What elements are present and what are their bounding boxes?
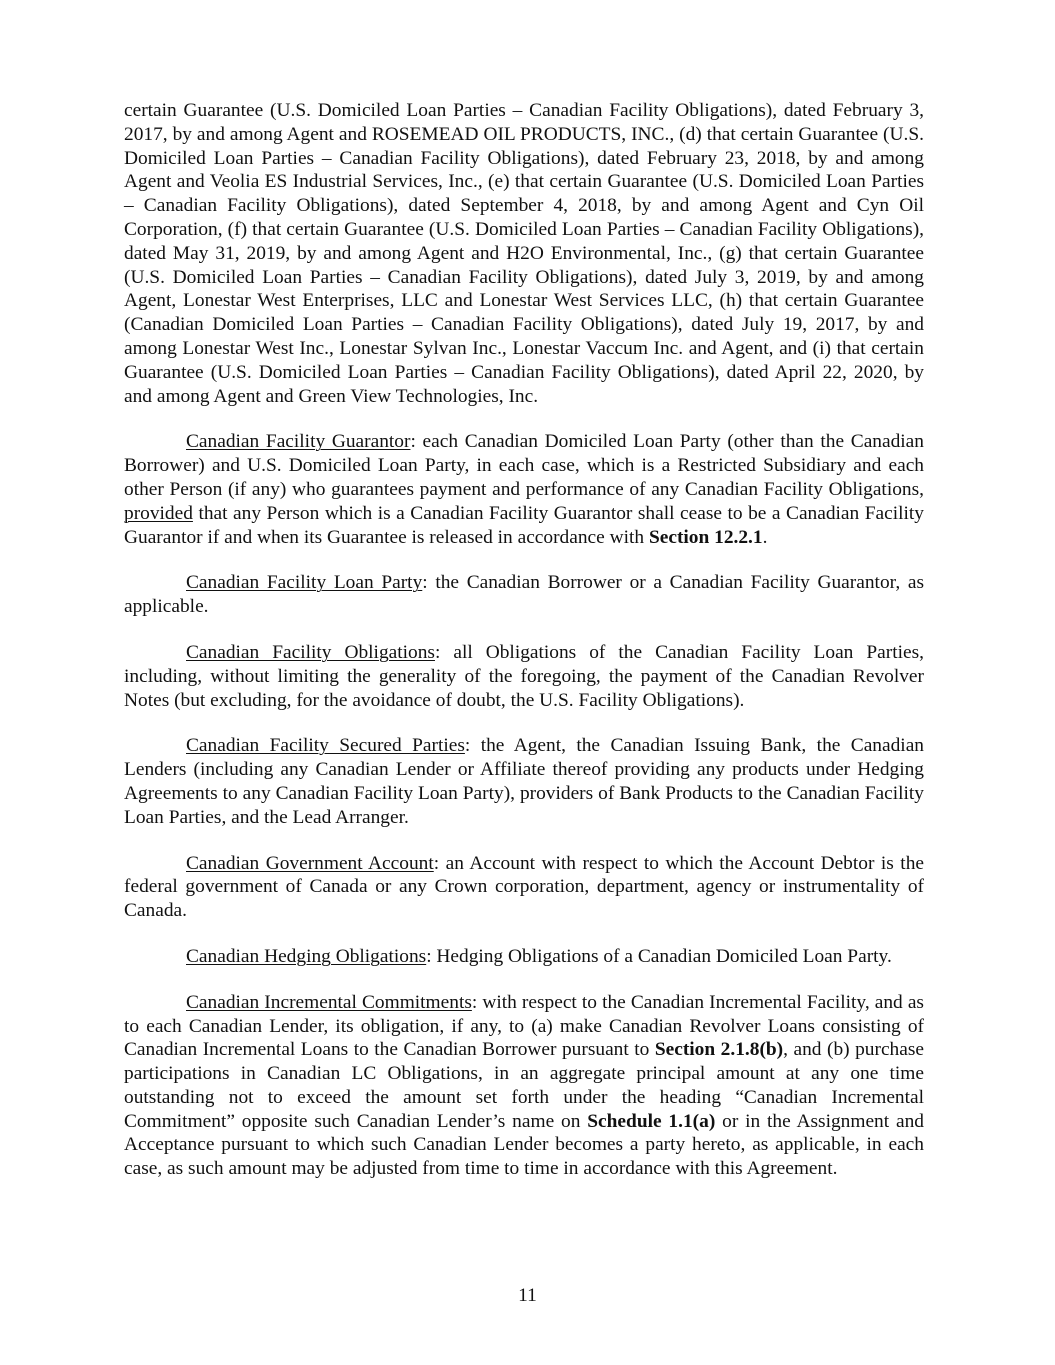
definition-text: : all Obligations of the Canadian Facility Loan Parties, including, without limiting the generality of the foregoing, the payment of the Canadian Revolver Notes (but excluding, for the avoidance of doubt, the U.S. Facility Obligations).	[124, 641, 925, 711]
paragraph-text: certain Guarantee (U.S. Domiciled Loan Parties – Canadian Facility Obligations), dated February 3, 2017, by and among Agent and ROSEMEAD OIL PRODUCTS, INC., (d) that certain Guarantee (U.S. Domiciled Loan Parties – Canadian Facility Obligations), dated February 23, 2018, by and among Agent and Veolia ES Industrial Services, Inc., (e) that certain Guarantee (U.S. Domiciled Loan Parties – Canadian Facility Obligations), dated September 4, 2018, by and among Agent and Cyn Oil Corporation, (f) that certain Guarantee (U.S. Domiciled Loan Parties – Canadian Facility Obligations), dated May 31, 2019, by and among Agent and H2O Environmental, Inc., (g) that certain Guarantee (U.S. Domiciled Loan Parties – Canadian Facility Obligations), dated July 3, 2019, by and among Agent, Lonestar West Enterprises, LLC and Lonestar West Services LLC, (h) that certain Guarantee (Canadian Domiciled Loan Parties – Canadian Facility Obligations), dated July 19, 2017, by and among Lonestar West Inc., Lonestar Sylvan Inc., Lonestar Vaccum Inc. and Agent, and (i) that certain Guarantee (U.S. Domiciled Loan Parties – Canadian Facility Obligations), dated April 22, 2020, by and among Agent and Green View Technologies, Inc.	[124, 100, 924, 407]
defined-term: Canadian Facility Loan Party	[186, 572, 423, 594]
definition-text: : the Canadian Borrower or a Canadian Facility Guarantor, as applicable.	[124, 572, 924, 618]
paragraph-continuation	[124, 99, 924, 408]
provided-term: provided	[124, 502, 193, 524]
page-number: 11	[518, 1285, 537, 1306]
document-page	[124, 99, 924, 1181]
definition-text: : Hedging Obligations of a Canadian Domiciled Loan Party.	[426, 945, 892, 967]
definition-canadian-incremental-commitments	[124, 991, 924, 1181]
definition-canadian-facility-guarantor	[124, 430, 924, 549]
schedule-reference: Schedule 1.1(a)	[587, 1110, 716, 1132]
definition-canadian-hedging-obligations	[124, 945, 924, 969]
definition-text: : the Agent, the Canadian Issuing Bank, the Canadian Lenders (including any Canadian Lender or Affiliate thereof providing any products under Hedging Agreements to any Canadian Facility Loan Party), providers of Bank Products to the Canadian Facility Loan Parties, and the Lead Arranger.	[124, 735, 924, 828]
defined-term: Canadian Facility Secured Parties	[186, 735, 465, 757]
defined-term: Canadian Hedging Obligations	[186, 945, 427, 967]
defined-term: Canadian Facility Obligations	[186, 641, 435, 663]
defined-term: Canadian Incremental Commitments	[186, 991, 472, 1013]
section-reference: Section 2.1.8(b)	[654, 1039, 784, 1061]
definition-canadian-government-account	[124, 852, 924, 923]
definition-text: : with respect to the Canadian Incremental Facility, and as to each Canadian Lender, its obligation, if any, to (a) make Canadian Revolver Loans consisting of Canadian Incremental Loans to the Canadian Borrower pursuant to	[124, 991, 924, 1061]
section-reference: Section 12.2.1	[648, 526, 763, 548]
definition-text: that any Person which is a Canadian Facility Guarantor shall cease to be a Canadian Facility Guarantor if and when its Guarantee is released in accordance with	[124, 502, 924, 548]
definition-text: , and (b) purchase participations in Canadian LC Obligations, in an aggregate principal amount at any one time outstanding not to exceed the amount set forth under the heading “Canadian Incremental Commitment” opposite such Canadian Lender’s name on	[124, 1039, 925, 1132]
definition-canadian-facility-obligations	[124, 641, 924, 712]
defined-term: Canadian Facility Guarantor	[186, 431, 411, 453]
definition-text: : each Canadian Domiciled Loan Party (other than the Canadian Borrower) and U.S. Domiciled Loan Party, in each case, which is a Restricted Subsidiary and each other Person (if any) who guarantees payment and performance of any Canadian Facility Obligations,	[124, 431, 924, 500]
definition-canadian-facility-loan-party	[124, 571, 924, 619]
definition-text: or in the Assignment and Acceptance pursuant to which such Canadian Lender becomes a party hereto, as applicable, in each case, as such amount may be adjusted from time to time in accordance with this Agreement.	[124, 1110, 924, 1180]
definition-canadian-facility-secured-parties	[124, 734, 924, 829]
definition-text: : an Account with respect to which the Account Debtor is the federal government of Canada or any Crown corporation, department, agency or instrumentality of Canada.	[124, 852, 925, 922]
defined-term: Canadian Government Account	[186, 852, 434, 874]
definition-text: .	[762, 526, 768, 548]
